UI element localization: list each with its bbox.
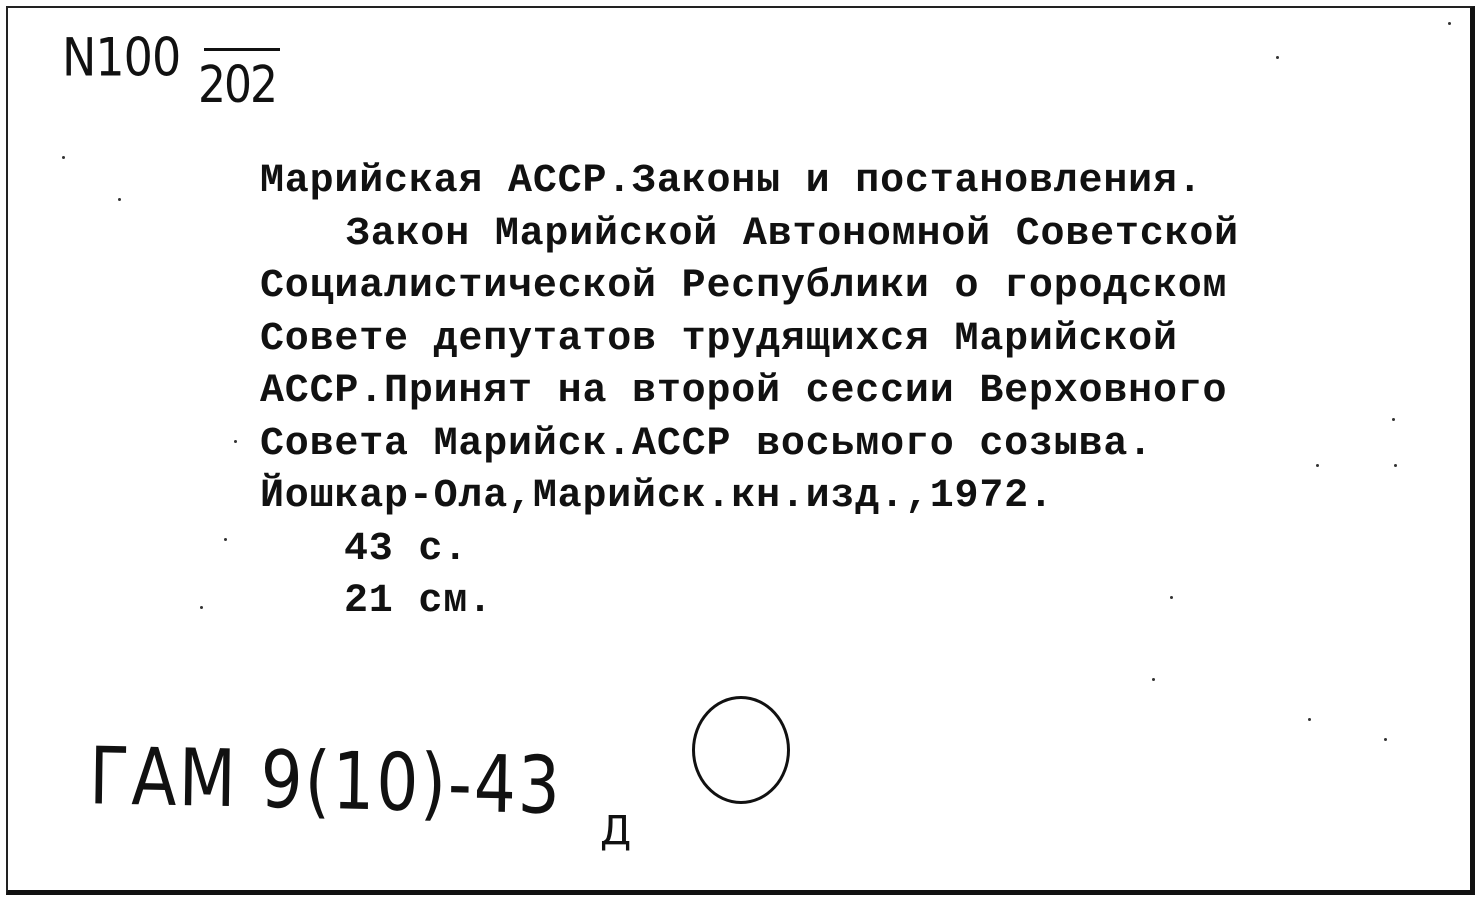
entry-title-line: Закон Марийской Автономной Советской [346, 211, 1239, 257]
entry-heading: Марийская АССР.Законы и постановления. [260, 159, 1203, 204]
circle-mark [692, 696, 790, 804]
speck [118, 198, 121, 201]
speck [200, 606, 203, 609]
speck [1384, 738, 1387, 741]
speck [1394, 464, 1397, 467]
speck [1152, 678, 1155, 681]
call-number-suffix: Д [600, 808, 632, 854]
shelfmark-fraction-line [204, 48, 280, 51]
shelfmark: N100 [62, 26, 181, 89]
entry-title-line: Социалистической Республики о городском [260, 264, 1228, 309]
shelfmark-denominator: 202 [198, 56, 276, 115]
speck [234, 440, 237, 443]
speck [224, 538, 227, 541]
entry-title-line: Совета Марийск.АССР восьмого созыва. [260, 421, 1153, 467]
entry-pages: 43 с. [344, 526, 469, 572]
entry-size: 21 см. [344, 579, 493, 624]
speck [62, 156, 65, 159]
speck [1392, 418, 1395, 421]
catalog-card [6, 6, 1475, 895]
speck [1308, 718, 1311, 721]
speck [1276, 56, 1279, 59]
speck [1170, 596, 1173, 599]
entry-title-line: Совете депутатов трудящихся Марийской [260, 316, 1178, 362]
entry-imprint: Йошкар-Ола,Марийск.кн.изд.,1972. [260, 474, 1054, 519]
speck [1316, 464, 1319, 467]
entry-title-line: АССР.Принят на второй сессии Верховного [260, 369, 1228, 414]
bibliographic-entry [260, 156, 1440, 629]
speck [1448, 22, 1451, 25]
call-number: ГАМ 9(10)-43 [88, 730, 563, 833]
